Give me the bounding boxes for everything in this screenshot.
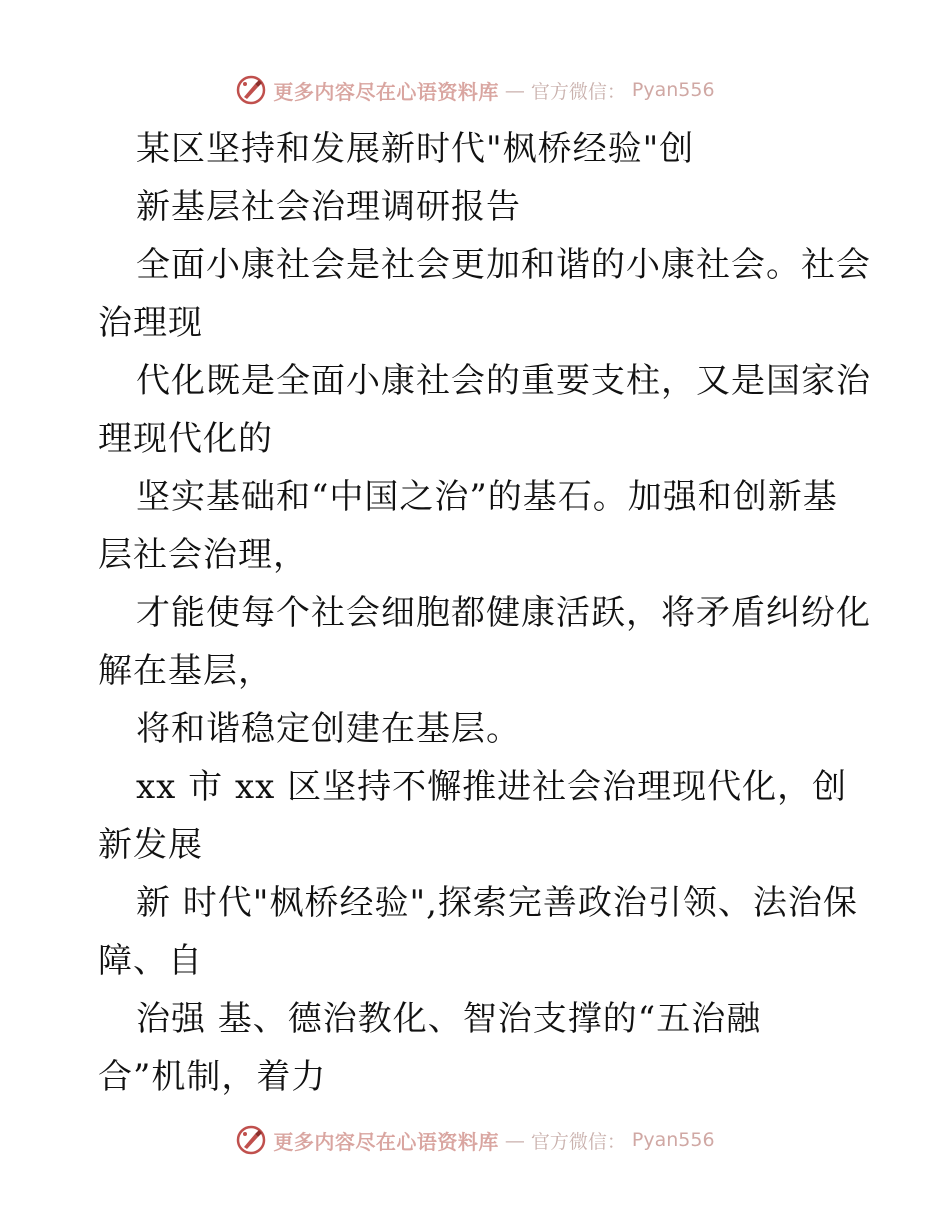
paragraph-line: 解在基层， [98,651,273,691]
paragraph-line: 新发展 [98,825,203,865]
paragraph-line: 层社会治理， [98,535,308,575]
paragraph-line: 新 时代"枫桥经验",探索完善政治引领、法治保 [136,883,858,923]
watermark-main-text: 更多内容尽在心语资料库 [273,79,499,104]
watermark-wechat-id: Pyan556 [631,1129,715,1151]
pen-logo-icon [235,1124,267,1156]
watermark-separator: — [504,78,525,102]
pen-logo-icon [235,74,267,106]
paragraph-line: 将和谐稳定创建在基层。 [136,709,521,749]
title-line-2: 新基层社会治理调研报告 [136,187,521,227]
paragraph-line: 障、自 [98,941,203,981]
watermark-label: 官方微信： [530,80,626,103]
paragraph-line: 代化既是全面小康社会的重要支柱，又是国家治 [136,361,871,401]
paragraph-line: 理现代化的 [98,419,273,459]
paragraph-line: 治理现 [98,303,203,343]
paragraph-line: 治强 基、德治教化、智治支撑的“五治融 [136,999,762,1039]
footer-watermark [0,1120,950,1160]
paragraph-line: xx 市 xx 区坚持不懈推进社会治理现代化，创 [136,767,848,807]
title-line-1: 某区坚持和发展新时代"枫桥经验"创 [136,129,695,169]
header-watermark [0,70,950,110]
document-body [98,120,871,1106]
paragraph-line: 全面小康社会是社会更加和谐的小康社会。社会 [136,245,871,285]
watermark-label: 官方微信： [530,1130,626,1153]
paragraph-line: 才能使每个社会细胞都健康活跃，将矛盾纠纷化 [136,593,871,633]
paragraph-line: 合”机制，着力 [98,1057,327,1097]
watermark-main-text: 更多内容尽在心语资料库 [273,1129,499,1154]
paragraph-line: 坚实基础和“中国之治”的基石。加强和创新基 [136,477,838,517]
watermark-wechat-id: Pyan556 [631,79,715,101]
watermark-separator: — [504,1128,525,1152]
